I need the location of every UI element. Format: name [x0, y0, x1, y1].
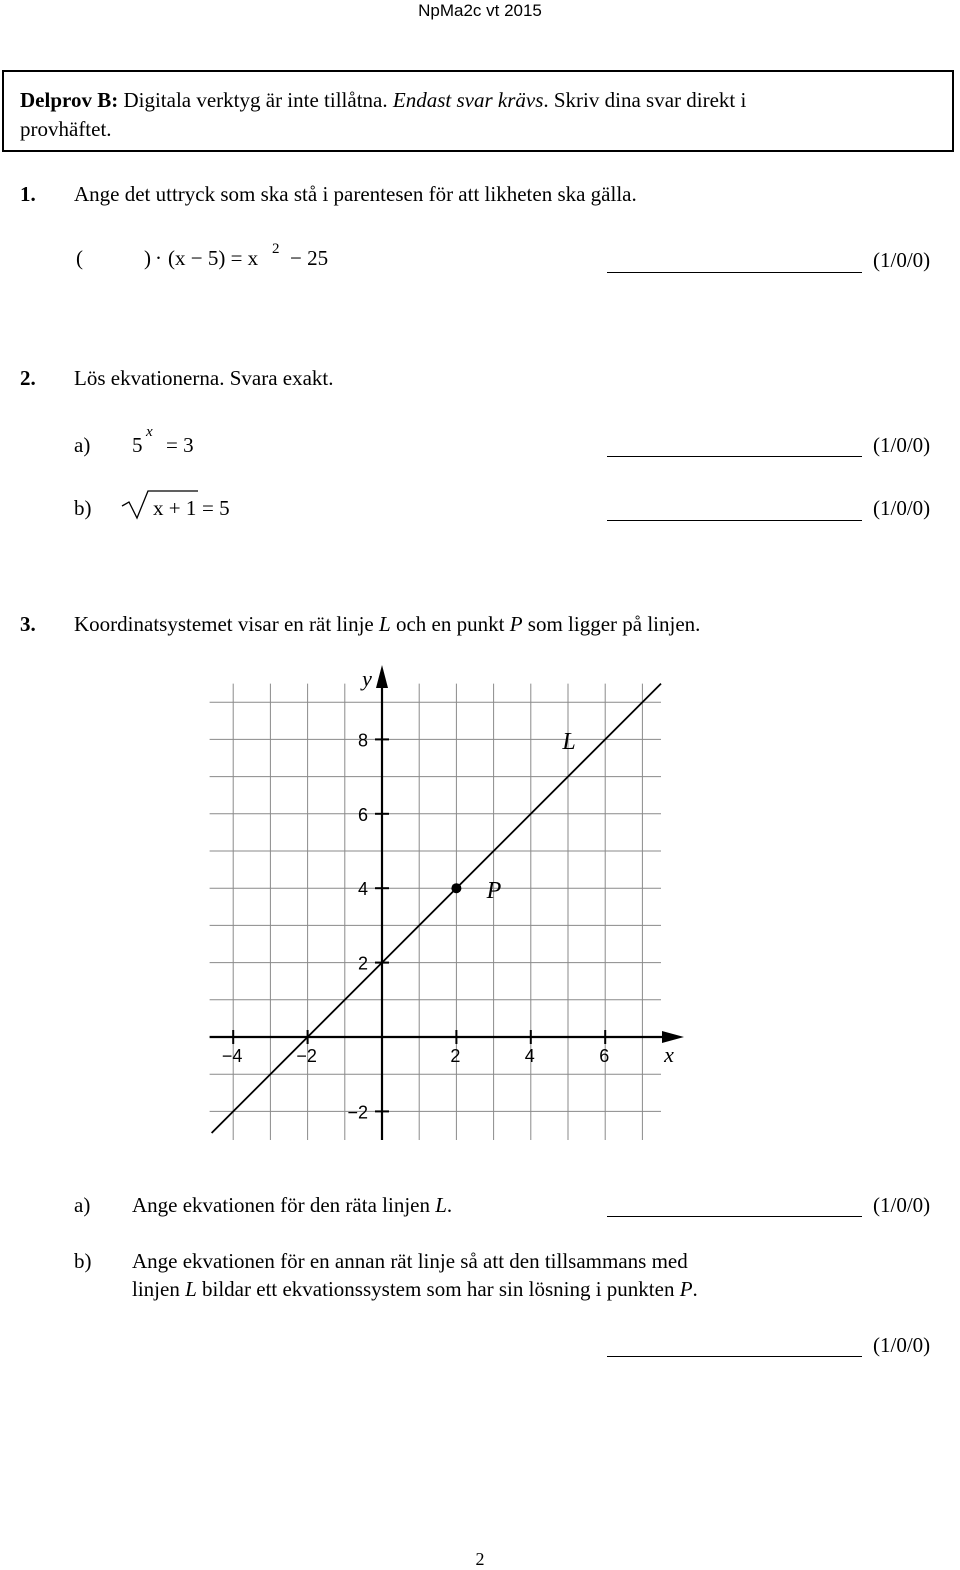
q1-number: 1.	[20, 182, 36, 206]
x-axis-label: x	[664, 1042, 674, 1067]
point-P-label: P	[486, 878, 502, 904]
q2a-rhs: = 3	[166, 433, 194, 457]
q1-text: Ange det uttryck som ska stå i parentesen för att likheten ska gälla.	[74, 182, 637, 206]
q1-eq-end: − 25	[290, 246, 329, 270]
point-P	[451, 883, 461, 893]
x-tick-label: 4	[524, 1046, 535, 1066]
y-axis-arrow-icon	[376, 665, 388, 688]
x-tick-label: 6	[599, 1046, 610, 1066]
q3a-text: Ange ekvationen för den räta linjen L.	[132, 1193, 453, 1217]
y-tick-label: 6	[357, 804, 368, 825]
q1-answer-line[interactable]	[607, 272, 862, 273]
q2-text: Lös ekvationerna. Svara exakt.	[74, 366, 334, 390]
q3a-points: (1/0/0)	[873, 1193, 931, 1217]
coordinate-system-chart	[0, 660, 960, 1140]
q1-eq-exponent: 2	[272, 241, 280, 257]
instructions-section: Delprov B:	[20, 88, 119, 112]
q1-eq-dot: ·	[155, 246, 162, 270]
q1-points: (1/0/0)	[873, 248, 931, 272]
instructions-emphasis: Endast svar krävs	[392, 88, 544, 112]
instructions-plain-1: Digitala verktyg är inte tillåtna.	[118, 88, 393, 112]
q3b-points: (1/0/0)	[873, 1333, 931, 1357]
page-number: 2	[475, 1549, 485, 1569]
q1-eq-mid: (x − 5) = x	[168, 246, 259, 270]
y-tick-label: −2	[347, 1102, 368, 1123]
q2b-radicand: x + 1	[153, 496, 197, 520]
q2a-base: 5	[132, 433, 143, 457]
q3b-answer-line[interactable]	[607, 1356, 862, 1357]
x-tick-label: −2	[296, 1046, 317, 1066]
q1-eq-open: (	[76, 246, 83, 270]
q2a-answer-line[interactable]	[607, 456, 862, 457]
q3a-answer-line[interactable]	[607, 1216, 862, 1217]
q3-number: 3.	[20, 612, 36, 636]
q1-eq-close: )	[144, 246, 151, 270]
instructions-box	[2, 70, 954, 152]
q2b-label: b)	[74, 496, 92, 520]
x-tick-label: −4	[221, 1046, 243, 1066]
y-tick-label: 8	[357, 730, 368, 751]
instructions-line-2: provhäftet.	[20, 117, 112, 141]
y-tick-label: 4	[357, 879, 368, 900]
x-tick-label: 2	[450, 1046, 461, 1066]
line-L	[212, 684, 661, 1133]
q3b-line-2: linjen L bildar ett ekvationssystem som har sin lösning i punkten P.	[132, 1277, 698, 1301]
q2a-label: a)	[74, 433, 91, 457]
q2b-points: (1/0/0)	[873, 496, 931, 520]
q3b-line-1: Ange ekvationen för en annan rät linje så att den tillsammans med	[132, 1249, 688, 1273]
q2b-answer-line[interactable]	[607, 520, 862, 521]
q2a-points: (1/0/0)	[873, 433, 931, 457]
y-axis-label: y	[362, 666, 372, 691]
line-L-label: L	[562, 729, 576, 755]
q2-number: 2.	[20, 366, 36, 390]
q2b-rhs: = 5	[202, 496, 230, 520]
q3-text: Koordinatsystemet visar en rät linje L och en punkt P som ligger på linjen.	[74, 612, 701, 636]
instructions-plain-2: . Skriv dina svar direkt i	[543, 88, 747, 112]
y-tick-label: 2	[357, 953, 368, 974]
q3b-label: b)	[74, 1249, 92, 1273]
page-header: NpMa2c vt 2015	[418, 1, 542, 20]
q2a-exponent: x	[146, 424, 153, 440]
instructions-text	[20, 86, 920, 144]
q3a-label: a)	[74, 1193, 91, 1217]
